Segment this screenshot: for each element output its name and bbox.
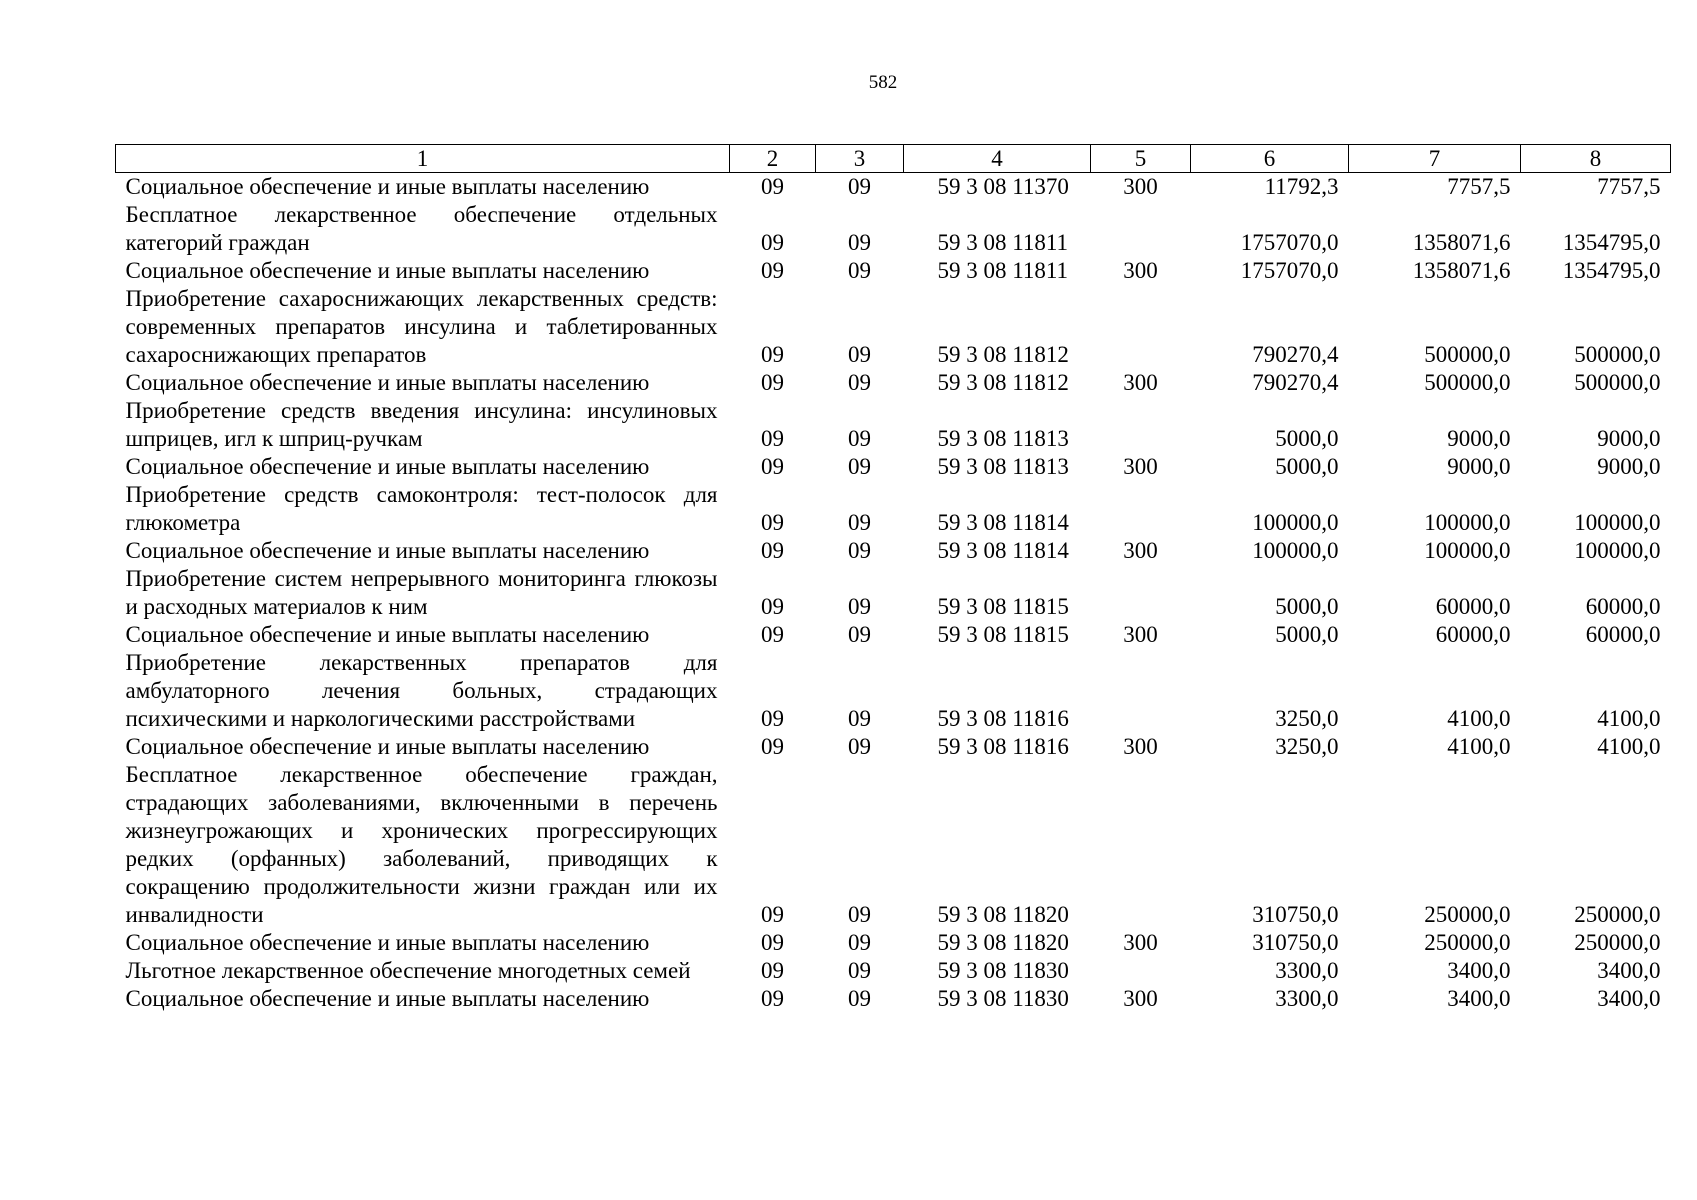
expense-type-code: 300 [1123, 986, 1158, 1011]
amount-col-7: 9000,0 [1447, 426, 1511, 451]
target-article-code: 59 3 08 11813 [937, 454, 1069, 479]
column-header-2: 2 [730, 145, 816, 173]
table-row [116, 537, 1671, 565]
expense-type-code: 300 [1123, 930, 1158, 955]
amount-col-8: 3400,0 [1597, 986, 1661, 1011]
section-code: 09 [761, 986, 784, 1011]
amount-col-8: 100000,0 [1574, 538, 1661, 563]
table-row [116, 985, 1671, 1013]
subsection-code: 09 [848, 342, 871, 367]
amount-col-8: 9000,0 [1597, 454, 1661, 479]
amount-col-6: 5000,0 [1275, 594, 1339, 619]
amount-col-7: 1358071,6 [1412, 258, 1511, 283]
expense-type-code [1091, 957, 1191, 985]
subsection-code: 09 [848, 958, 871, 983]
amount-col-7: 250000,0 [1424, 930, 1511, 955]
target-article-code: 59 3 08 11814 [937, 538, 1069, 563]
section-code: 09 [761, 342, 784, 367]
amount-col-7: 3400,0 [1447, 958, 1511, 983]
amount-col-8: 60000,0 [1585, 594, 1661, 619]
item-name: Бесплатное лекарственное обеспечение граждан, страдающих заболеваниями, включенными в перечень жизнеугрожающих и хронических прогрессирующих редких (орфанных) заболеваний, приводящих к сокращению продолжительности жизни граждан или их инвалидности [125, 762, 718, 927]
column-header-7: 7 [1349, 145, 1521, 173]
target-article-code: 59 3 08 11816 [937, 706, 1069, 731]
table-row [116, 481, 1671, 537]
amount-col-8: 250000,0 [1574, 930, 1661, 955]
expense-type-code [1091, 285, 1191, 369]
item-name: Приобретение сахароснижающих лекарственных средств: современных препаратов инсулина и таблетированных сахароснижающих препаратов [125, 286, 718, 367]
expense-type-code: 300 [1123, 622, 1158, 647]
amount-col-6: 790270,4 [1252, 370, 1339, 395]
subsection-code: 09 [848, 902, 871, 927]
target-article-code: 59 3 08 11815 [937, 594, 1069, 619]
subsection-code: 09 [848, 622, 871, 647]
table-row [116, 649, 1671, 733]
target-article-code: 59 3 08 11370 [937, 174, 1069, 199]
subsection-code: 09 [848, 454, 871, 479]
target-article-code: 59 3 08 11820 [937, 930, 1069, 955]
expense-type-code [1091, 649, 1191, 733]
item-name: Социальное обеспечение и иные выплаты населению [125, 930, 650, 955]
table-body [116, 173, 1671, 1014]
item-name: Приобретение лекарственных препаратов для амбулаторного лечения больных, страдающих психическими и наркологическими расстройствами [125, 650, 718, 731]
subsection-code: 09 [848, 986, 871, 1011]
amount-col-7: 3400,0 [1447, 986, 1511, 1011]
amount-col-8: 7757,5 [1597, 174, 1661, 199]
item-name: Приобретение средств введения инсулина: инсулиновых шприцев, игл к шприц-ручкам [125, 398, 718, 451]
column-header-6: 6 [1191, 145, 1349, 173]
item-name: Социальное обеспечение и иные выплаты населению [125, 258, 650, 283]
amount-col-7: 7757,5 [1447, 174, 1511, 199]
amount-col-8: 9000,0 [1597, 426, 1661, 451]
amount-col-6: 11792,3 [1264, 174, 1339, 199]
target-article-code: 59 3 08 11811 [937, 258, 1069, 283]
amount-col-7: 250000,0 [1424, 902, 1511, 927]
subsection-code: 09 [848, 510, 871, 535]
amount-col-7: 100000,0 [1424, 538, 1511, 563]
amount-col-8: 1354795,0 [1562, 258, 1661, 283]
item-name: Бесплатное лекарственное обеспечение отдельных категорий граждан [125, 202, 718, 255]
amount-col-6: 5000,0 [1275, 622, 1339, 647]
expense-type-code: 300 [1123, 258, 1158, 283]
table-row [116, 173, 1671, 202]
table-row [116, 565, 1671, 621]
section-code: 09 [761, 622, 784, 647]
amount-col-8: 250000,0 [1574, 902, 1661, 927]
section-code: 09 [761, 538, 784, 563]
section-code: 09 [761, 594, 784, 619]
amount-col-6: 790270,4 [1252, 342, 1339, 367]
subsection-code: 09 [848, 370, 871, 395]
table-row [116, 257, 1671, 285]
amount-col-7: 500000,0 [1424, 342, 1511, 367]
table-row [116, 369, 1671, 397]
amount-col-6: 310750,0 [1252, 930, 1339, 955]
amount-col-6: 100000,0 [1252, 510, 1339, 535]
subsection-code: 09 [848, 538, 871, 563]
item-name: Социальное обеспечение и иные выплаты населению [125, 986, 650, 1011]
section-code: 09 [761, 958, 784, 983]
amount-col-8: 4100,0 [1597, 706, 1661, 731]
expense-type-code [1091, 565, 1191, 621]
target-article-code: 59 3 08 11830 [937, 958, 1069, 983]
amount-col-6: 310750,0 [1252, 902, 1339, 927]
table-row [116, 733, 1671, 761]
expense-type-code [1091, 481, 1191, 537]
section-code: 09 [761, 426, 784, 451]
item-name: Приобретение средств самоконтроля: тест-полосок для глюкометра [125, 482, 718, 535]
section-code: 09 [761, 734, 784, 759]
expense-type-code: 300 [1123, 454, 1158, 479]
expense-type-code: 300 [1123, 174, 1158, 199]
table-row [116, 397, 1671, 453]
table-row [116, 929, 1671, 957]
item-name: Социальное обеспечение и иные выплаты населению [125, 538, 650, 563]
target-article-code: 59 3 08 11812 [937, 342, 1069, 367]
amount-col-6: 3300,0 [1275, 986, 1339, 1011]
amount-col-8: 500000,0 [1574, 370, 1661, 395]
page-number: 582 [868, 72, 898, 93]
target-article-code: 59 3 08 11830 [937, 986, 1069, 1011]
section-code: 09 [761, 902, 784, 927]
amount-col-7: 100000,0 [1424, 510, 1511, 535]
subsection-code: 09 [848, 258, 871, 283]
expense-type-code: 300 [1123, 370, 1158, 395]
amount-col-8: 500000,0 [1574, 342, 1661, 367]
amount-col-6: 1757070,0 [1240, 258, 1339, 283]
target-article-code: 59 3 08 11820 [937, 902, 1069, 927]
expense-type-code: 300 [1123, 734, 1158, 759]
item-name: Социальное обеспечение и иные выплаты населению [125, 174, 650, 199]
target-article-code: 59 3 08 11813 [937, 426, 1069, 451]
section-code: 09 [761, 706, 784, 731]
amount-col-7: 9000,0 [1447, 454, 1511, 479]
table-row [116, 453, 1671, 481]
section-code: 09 [761, 370, 784, 395]
subsection-code: 09 [848, 230, 871, 255]
amount-col-6: 5000,0 [1275, 454, 1339, 479]
table-row [116, 201, 1671, 257]
table-row [116, 285, 1671, 369]
amount-col-8: 3400,0 [1597, 958, 1661, 983]
item-name: Льготное лекарственное обеспечение многодетных семей [125, 958, 691, 983]
subsection-code: 09 [848, 930, 871, 955]
amount-col-7: 60000,0 [1435, 622, 1511, 647]
section-code: 09 [761, 174, 784, 199]
budget-table [115, 144, 1671, 1013]
amount-col-6: 1757070,0 [1240, 230, 1339, 255]
subsection-code: 09 [848, 426, 871, 451]
section-code: 09 [761, 258, 784, 283]
amount-col-8: 4100,0 [1597, 734, 1661, 759]
table-header [116, 145, 1671, 173]
target-article-code: 59 3 08 11811 [937, 230, 1069, 255]
item-name: Социальное обеспечение и иные выплаты населению [125, 734, 650, 759]
amount-col-6: 5000,0 [1275, 426, 1339, 451]
section-code: 09 [761, 454, 784, 479]
target-article-code: 59 3 08 11815 [937, 622, 1069, 647]
amount-col-8: 60000,0 [1585, 622, 1661, 647]
expense-type-code: 300 [1123, 538, 1158, 563]
amount-col-6: 3300,0 [1275, 958, 1339, 983]
column-header-3: 3 [816, 145, 904, 173]
amount-col-8: 1354795,0 [1562, 230, 1661, 255]
subsection-code: 09 [848, 174, 871, 199]
amount-col-6: 3250,0 [1275, 706, 1339, 731]
amount-col-7: 60000,0 [1435, 594, 1511, 619]
item-name: Социальное обеспечение и иные выплаты населению [125, 454, 650, 479]
amount-col-7: 4100,0 [1447, 734, 1511, 759]
subsection-code: 09 [848, 706, 871, 731]
table-row [116, 957, 1671, 985]
target-article-code: 59 3 08 11814 [937, 510, 1069, 535]
table-row [116, 621, 1671, 649]
table-row [116, 761, 1671, 929]
column-header-1: 1 [116, 145, 730, 173]
item-name: Социальное обеспечение и иные выплаты населению [125, 370, 650, 395]
target-article-code: 59 3 08 11816 [937, 734, 1069, 759]
amount-col-8: 100000,0 [1574, 510, 1661, 535]
expense-type-code [1091, 761, 1191, 929]
section-code: 09 [761, 230, 784, 255]
item-name: Социальное обеспечение и иные выплаты населению [125, 622, 650, 647]
amount-col-7: 500000,0 [1424, 370, 1511, 395]
item-name: Приобретение систем непрерывного мониторинга глюкозы и расходных материалов к ним [125, 566, 718, 619]
expense-type-code [1091, 201, 1191, 257]
column-header-5: 5 [1091, 145, 1191, 173]
header-row [116, 145, 1671, 173]
column-header-8: 8 [1521, 145, 1671, 173]
amount-col-6: 3250,0 [1275, 734, 1339, 759]
section-code: 09 [761, 510, 784, 535]
amount-col-7: 4100,0 [1447, 706, 1511, 731]
amount-col-6: 100000,0 [1252, 538, 1339, 563]
amount-col-7: 1358071,6 [1412, 230, 1511, 255]
column-header-4: 4 [904, 145, 1091, 173]
expense-type-code [1091, 397, 1191, 453]
target-article-code: 59 3 08 11812 [937, 370, 1069, 395]
section-code: 09 [761, 930, 784, 955]
subsection-code: 09 [848, 734, 871, 759]
subsection-code: 09 [848, 594, 871, 619]
